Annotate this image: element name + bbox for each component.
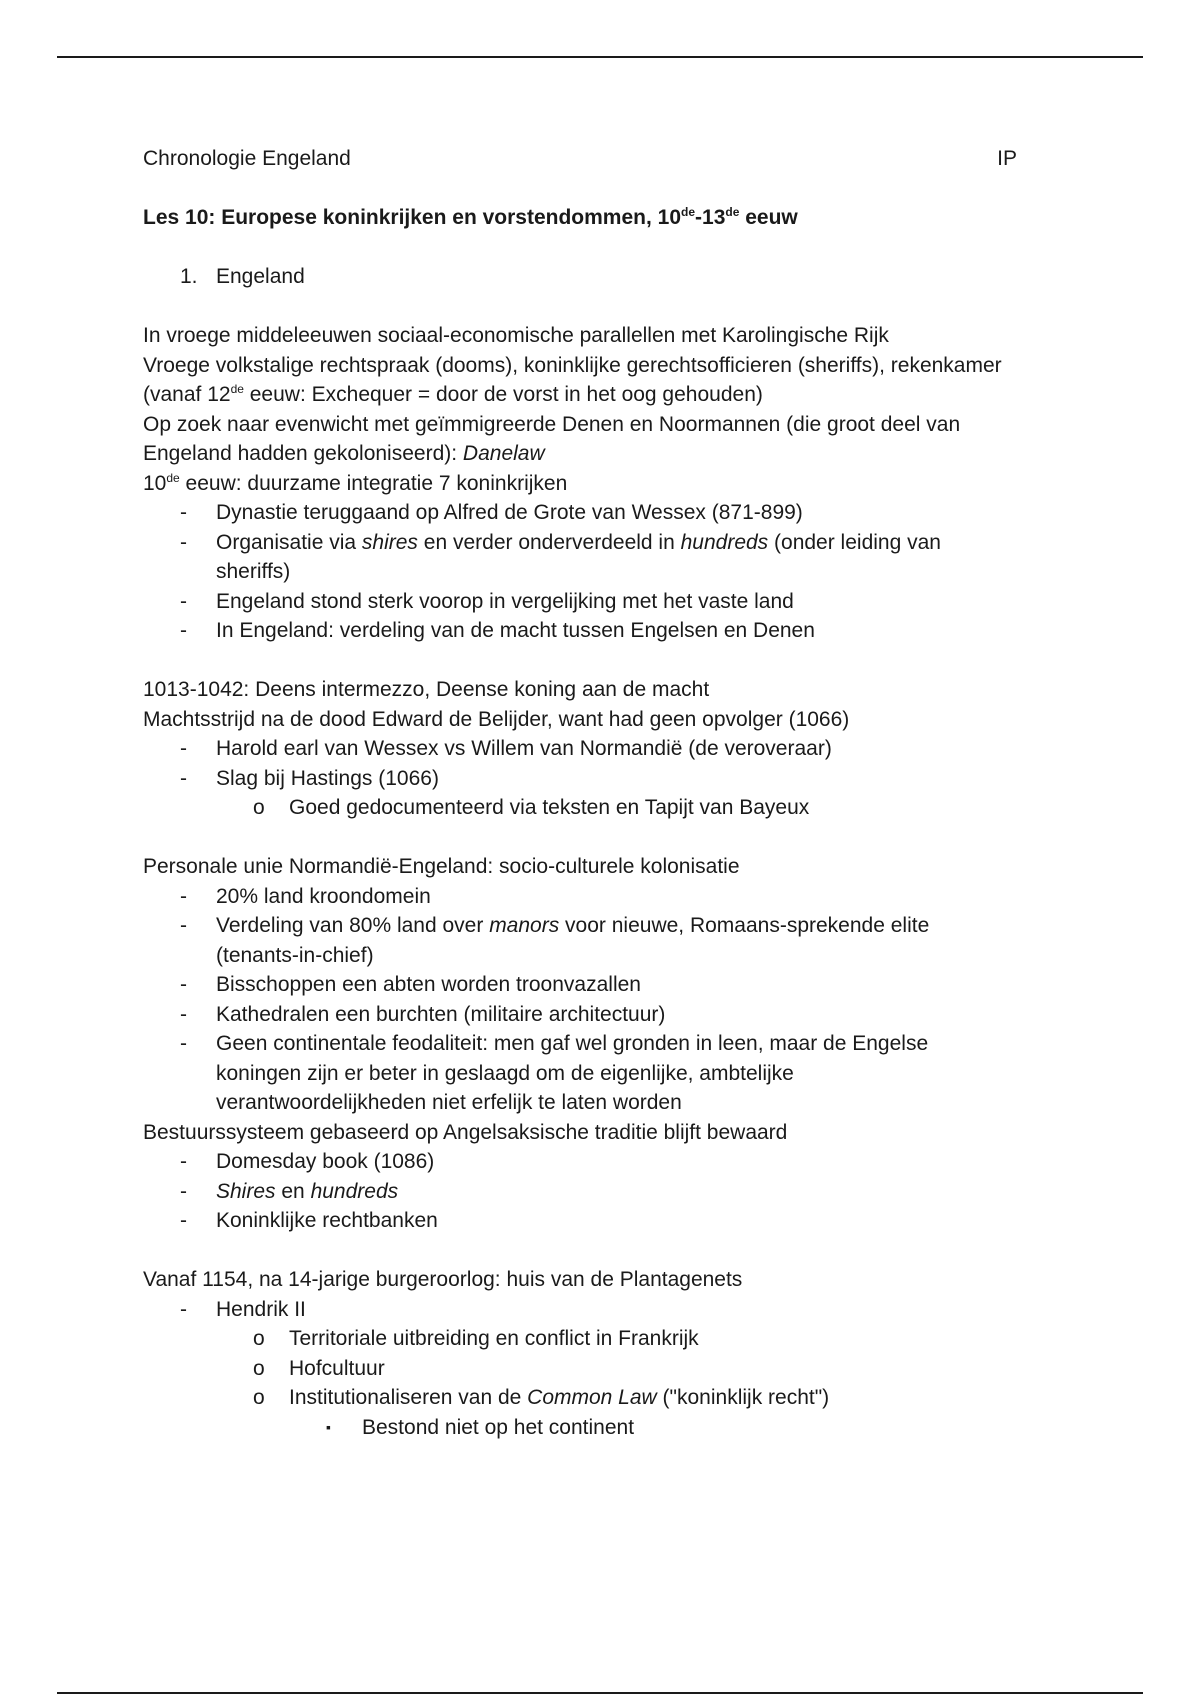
lesson-title: Les 10: Europese koninkrijken en vorstendommen, 10de-13de eeuw — [143, 205, 798, 229]
list-item: - Hendrik II — [143, 1295, 1073, 1325]
circle-bullet: o — [253, 1356, 265, 1380]
paragraph-line: Op zoek naar evenwicht met geïmmigreerde Denen en Noormannen (die groot deel van — [143, 412, 961, 436]
section-label: Engeland — [216, 265, 305, 288]
paragraph-line: In vroege middeleeuwen sociaal-economische parallellen met Karolingische Rijk — [143, 324, 889, 347]
square-bullet: ▪ — [326, 1418, 331, 1435]
dash-bullet: - — [180, 766, 187, 790]
section-heading — [143, 262, 1073, 292]
document-page — [143, 144, 1073, 1442]
sub-list-item: o Institutionaliseren van de Common Law ("koninklijk recht") — [143, 1383, 1073, 1413]
dash-bullet: - — [180, 1209, 187, 1232]
paragraph-line: Personale unie Normandië-Engeland: socio-culturele kolonisatie — [143, 855, 740, 878]
paragraph-line: 10de eeuw: duurzame integratie 7 koninkrijken — [143, 470, 568, 495]
sub-list-item: o Territoriale uitbreiding en conflict in Frankrijk — [143, 1324, 1073, 1354]
circle-bullet: o — [253, 796, 265, 819]
list-item: - Verdeling van 80% land over manors voor nieuwe, Romaans-sprekende elite (tenants-in-chief) — [143, 911, 1073, 970]
circle-bullet: o — [253, 1386, 265, 1409]
sub-list-item: o Goed gedocumenteerd via teksten en Tapijt van Bayeux — [143, 793, 1073, 823]
list-item: - Kathedralen een burchten (militaire architectuur) — [143, 1000, 1073, 1030]
dash-bullet: - — [180, 1002, 187, 1026]
dash-bullet: - — [180, 884, 187, 908]
section-number: 1. — [180, 265, 198, 288]
paragraph-line: Engeland hadden gekoloniseerd): Danelaw — [143, 442, 545, 465]
list-item: - Koninklijke rechtbanken — [143, 1206, 1073, 1236]
list-item: - Dynastie teruggaand op Alfred de Grote van Wessex (871-899) — [143, 498, 1073, 528]
dash-bullet: - — [180, 530, 187, 554]
list-item: - Harold earl van Wessex vs Willem van Normandië (de veroveraar) — [143, 734, 1073, 764]
dash-bullet: - — [180, 501, 187, 524]
list-item: - 20% land kroondomein — [143, 882, 1073, 912]
list-item: - Domesday book (1086) — [143, 1147, 1073, 1177]
list-item: - Bisschoppen een abten worden troonvazallen — [143, 970, 1073, 1000]
paragraph-line: Bestuurssysteem gebaseerd op Angelsaksische traditie blijft bewaard — [143, 1120, 788, 1144]
sub-sub-list-item: ▪ Bestond niet op het continent — [143, 1413, 1073, 1443]
list-item: - In Engeland: verdeling van de macht tussen Engelsen en Denen — [143, 616, 1073, 646]
dash-bullet: - — [180, 1297, 187, 1321]
header-left: Chronologie Engeland — [143, 147, 351, 170]
header-right: IP — [997, 147, 1017, 170]
header-rule — [57, 56, 1143, 58]
dash-bullet: - — [180, 1150, 187, 1173]
paragraph-line: 1013-1042: Deens intermezzo, Deense koning aan de macht — [143, 678, 710, 701]
dash-bullet: - — [180, 973, 187, 996]
dash-bullet: - — [180, 619, 187, 642]
paragraph-line: Vanaf 1154, na 14-jarige burgeroorlog: huis van de Plantagenets — [143, 1268, 743, 1291]
list-item: - Geen continentale feodaliteit: men gaf wel gronden in leen, maar de Engelse koningen zijn er beter in geslaagd om de eigenlijke, ambtelijke verantwoordelijkheden niet erfelijk te laten worden — [143, 1029, 1073, 1118]
paragraph-line: Machtsstrijd na de dood Edward de Belijder, want had geen opvolger (1066) — [143, 707, 850, 731]
footer-rule — [57, 1692, 1143, 1694]
list-item: - Slag bij Hastings (1066) — [143, 764, 1073, 794]
circle-bullet: o — [253, 1327, 265, 1350]
dash-bullet: - — [180, 1179, 187, 1203]
dash-bullet: - — [180, 1032, 187, 1055]
paragraph-line: Vroege volkstalige rechtspraak (dooms), koninklijke gerechtsofficieren (sheriffs), rekenkamer — [143, 353, 1002, 377]
list-item: - Engeland stond sterk voorop in vergelijking met het vaste land — [143, 587, 1073, 617]
dash-bullet: - — [180, 914, 187, 937]
paragraph-line: (vanaf 12de eeuw: Exchequer = door de vorst in het oog gehouden) — [143, 382, 763, 406]
sub-list-item: o Hofcultuur — [143, 1354, 1073, 1384]
list-item: - Organisatie via shires en verder onderverdeeld in hundreds (onder leiding van sheriffs) — [143, 528, 1073, 587]
dash-bullet: - — [180, 589, 187, 613]
page-header — [143, 144, 1073, 174]
list-item: - Shires en hundreds — [143, 1177, 1073, 1207]
dash-bullet: - — [180, 737, 187, 760]
